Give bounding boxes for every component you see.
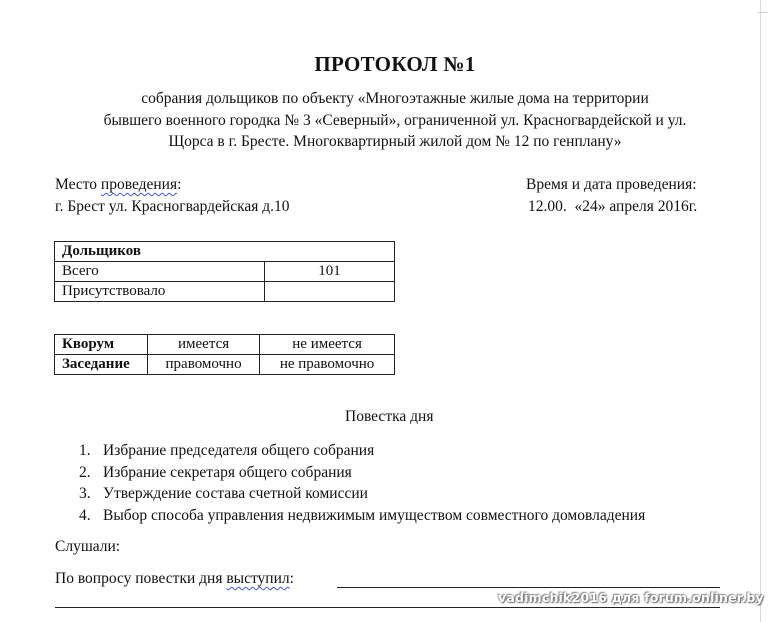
spoke-prefix: По вопросу повестки дня: [55, 570, 227, 587]
spoke-suffix: :: [289, 570, 294, 587]
place-label-suffix: :: [177, 176, 182, 193]
list-item: [79, 483, 645, 505]
list-item-text: Избрание председателя общего собрания: [103, 442, 375, 459]
table-cell: Кворум: [55, 335, 148, 355]
list-item-text: Выбор способа управления недвижимым имуществом совместного домовладения: [103, 506, 646, 524]
table-cell: не имеется: [260, 335, 395, 355]
list-item-number: 4.: [79, 506, 91, 524]
quorum-table: [54, 334, 395, 375]
place-value: г. Брест ул. Красногвардейская д.10: [55, 198, 290, 215]
table-cell: Всего: [55, 262, 265, 282]
heard-label: Слушали:: [55, 538, 121, 555]
table-row: [55, 335, 395, 355]
table-cell: [265, 282, 395, 302]
list-item: [79, 462, 645, 484]
page-border: [760, 0, 761, 622]
list-item-number: 3.: [79, 485, 91, 502]
table-cell: имеется: [148, 335, 260, 355]
time-value: 12.00. «24» апреля 2016г.: [528, 198, 698, 215]
list-item: [79, 505, 645, 527]
table-row: [55, 262, 395, 282]
place-label-prefix: Место: [55, 176, 101, 193]
document-title: ПРОТОКОЛ №1: [314, 52, 476, 76]
list-item-number: 2.: [79, 463, 91, 481]
time-label: Время и дата проведения:: [526, 176, 697, 193]
table-row: [55, 242, 395, 262]
subtitle-line: Щорса в г. Бресте. Многоквартирный жилой дом № 12 по генплану»: [168, 133, 622, 150]
page-corner-mark: [758, 12, 768, 13]
table-row: [55, 282, 395, 302]
table-cell: Присутствовало: [55, 282, 265, 302]
agenda-list: [79, 440, 645, 526]
spoke-label: [55, 570, 294, 588]
table-cell: 101: [265, 262, 395, 282]
place-label: [55, 176, 181, 194]
list-item-text: Утверждение состава счетной комиссии: [103, 485, 368, 502]
subtitle-line: собрания дольщиков по объекту «Многоэтажные жилые дома на территории: [141, 90, 649, 107]
table-cell: Заседание: [55, 355, 148, 375]
place-label-underlined: проведения: [100, 176, 178, 193]
watermark: vadimchik2016 для forum.onliner.by: [498, 590, 764, 605]
fill-in-line: [337, 587, 720, 588]
fill-in-line: [55, 607, 720, 608]
subtitle-line: бывшего военного городка № 3 «Северный», ограниченной ул. Красногвардейской и ул.: [103, 111, 687, 129]
list-item: [79, 440, 645, 462]
table-cell: не правомочно: [260, 355, 395, 375]
shareholders-header: Дольщиков: [55, 242, 395, 262]
agenda-title: Повестка дня: [345, 408, 434, 425]
document-subtitle: [40, 88, 750, 153]
list-item-number: 1.: [79, 442, 91, 459]
spoke-underlined: выступил: [226, 570, 290, 587]
list-item-text: Избрание секретаря общего собрания: [103, 463, 352, 481]
table-cell: правомочно: [148, 355, 260, 375]
table-row: [55, 355, 395, 375]
shareholders-table: [54, 241, 395, 302]
